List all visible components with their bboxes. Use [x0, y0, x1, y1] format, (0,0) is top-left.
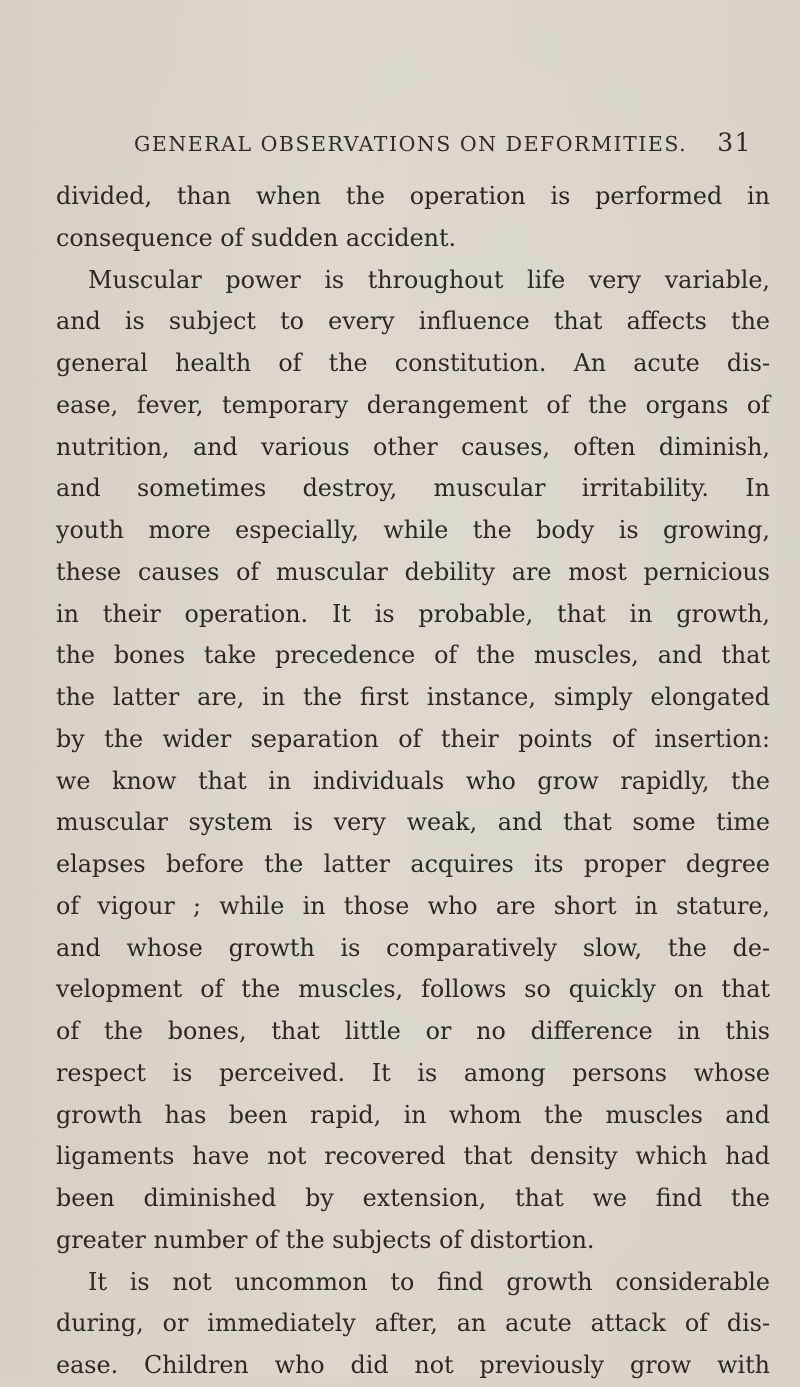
running-head: [134, 128, 752, 157]
running-head-title: GENERAL OBSERVATIONS ON DEFORMITIES.: [134, 132, 688, 156]
paragraph-start-line: Muscular power is throughout life very variable,: [88, 265, 770, 294]
text-line: been diminished by extension, that we find the: [56, 1184, 770, 1212]
text-line: muscular system is very weak, and that some time: [56, 808, 770, 837]
text-line: growth has been rapid, in whom the muscles and: [56, 1100, 770, 1129]
text-line: nutrition, and various other causes, often diminish,: [56, 432, 770, 461]
text-line: respect is perceived. It is among persons whose: [56, 1058, 770, 1087]
text-line: the latter are, in the first instance, simply elongated: [56, 683, 770, 711]
text-line: ease. Children who did not previously grow with: [56, 1351, 770, 1379]
text-line: ease, fever, temporary derangement of the organs of: [56, 390, 770, 419]
text-line: of vigour ; while in those who are short in stature,: [56, 891, 770, 920]
text-line: elapses before the latter acquires its proper degree: [56, 850, 770, 878]
body-text: [56, 176, 770, 1387]
page-number: 31: [717, 128, 752, 157]
text-line: youth more especially, while the body is growing,: [56, 516, 770, 544]
text-line: velopment of the muscles, follows so quickly on that: [56, 975, 770, 1004]
text-line: and whose growth is comparatively slow, the de-: [56, 933, 770, 962]
text-line: during, or immediately after, an acute attack of dis-: [56, 1309, 770, 1338]
text-line: and is subject to every influence that affects the: [56, 307, 770, 336]
text-line: and sometimes destroy, muscular irritability. In: [56, 474, 770, 503]
text-line: divided, than when the operation is performed in: [56, 182, 770, 210]
text-line: greater number of the subjects of distortion.: [56, 1225, 595, 1254]
text-line: the bones take precedence of the muscles, and that: [56, 641, 770, 670]
text-line: ligaments have not recovered that density which had: [56, 1142, 770, 1171]
text-line: these causes of muscular debility are most pernicious: [56, 557, 770, 586]
text-line: consequence of sudden accident.: [56, 223, 457, 252]
text-line: of the bones, that little or no difference in this: [56, 1017, 770, 1045]
paragraph-start-line: It is not uncommon to find growth considerable: [88, 1267, 770, 1296]
text-line: general health of the constitution. An acute dis-: [56, 349, 770, 377]
text-line: we know that in individuals who grow rapidly, the: [56, 766, 770, 795]
text-line: by the wider separation of their points of insertion:: [56, 724, 770, 753]
text-line: in their operation. It is probable, that in growth,: [56, 599, 770, 628]
